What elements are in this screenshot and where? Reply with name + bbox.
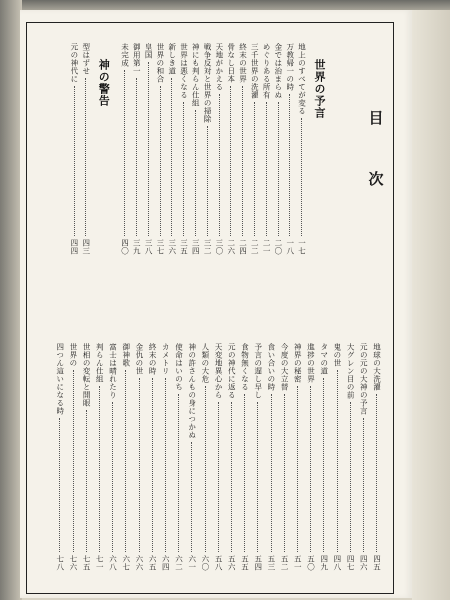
leader-dots bbox=[257, 402, 258, 552]
leader-dots bbox=[171, 78, 172, 236]
entry-title: 地球の大洗濯 bbox=[372, 343, 382, 391]
entry-page-number: 一八 bbox=[285, 239, 295, 255]
toc-entry[interactable] bbox=[83, 343, 91, 571]
entry-page-number: 三〇 bbox=[214, 239, 224, 255]
toc-entry[interactable] bbox=[175, 343, 183, 571]
toc-entry[interactable] bbox=[251, 43, 259, 255]
leader-dots bbox=[195, 110, 196, 236]
toc-entry[interactable] bbox=[204, 43, 212, 255]
entry-page-number: 六七 bbox=[121, 555, 131, 571]
entry-page-number: 六六 bbox=[134, 555, 144, 571]
entry-title: 金仇の世 bbox=[134, 343, 144, 375]
entry-page-number: 一七 bbox=[297, 239, 307, 255]
entry-title: 食物無くなる bbox=[240, 343, 250, 391]
entry-title: 世界の和合 bbox=[155, 43, 165, 83]
toc-entry[interactable] bbox=[239, 43, 247, 255]
leader-dots bbox=[85, 78, 86, 236]
leader-dots bbox=[244, 394, 245, 552]
entry-title: 世界は悪くなる bbox=[179, 43, 189, 99]
entry-page-number: 六二 bbox=[174, 555, 184, 571]
entry-title: 金では治まらぬ bbox=[273, 43, 283, 99]
entry-title: 御用第一 bbox=[132, 43, 142, 75]
leader-dots bbox=[207, 126, 208, 236]
toc-entry[interactable] bbox=[121, 43, 129, 255]
toc-entry[interactable] bbox=[180, 43, 188, 255]
entry-page-number: 七六 bbox=[68, 555, 78, 571]
toc-entry[interactable] bbox=[162, 343, 170, 571]
leader-dots bbox=[205, 386, 206, 552]
entry-title: 骨なし日本 bbox=[226, 43, 236, 83]
page-edge bbox=[412, 10, 450, 600]
entry-page-number: 四四 bbox=[69, 239, 79, 255]
entry-page-number: 六〇 bbox=[200, 555, 210, 571]
toc-entry[interactable] bbox=[215, 43, 223, 255]
toc-entry[interactable] bbox=[70, 43, 78, 255]
entry-title: 三千世界の洗濯 bbox=[250, 43, 260, 99]
entry-title: 未完成 bbox=[120, 43, 130, 67]
toc-entry[interactable] bbox=[133, 43, 141, 255]
toc-entry[interactable] bbox=[307, 343, 315, 571]
entry-page-number: 七八 bbox=[55, 555, 65, 571]
entry-page-number: 三五 bbox=[179, 239, 189, 255]
leader-dots bbox=[284, 394, 285, 552]
entry-page-number: 二六 bbox=[226, 239, 236, 255]
entry-page-number: 五八 bbox=[214, 555, 224, 571]
section-header: 世界の予言 bbox=[313, 59, 326, 119]
entry-page-number: 二四 bbox=[238, 239, 248, 255]
toc-entry[interactable] bbox=[320, 343, 328, 571]
toc-upper-block bbox=[27, 43, 327, 273]
leader-dots bbox=[337, 370, 338, 552]
leader-dots bbox=[218, 402, 219, 552]
entry-page-number: 七一 bbox=[95, 555, 105, 571]
leader-dots bbox=[74, 86, 75, 236]
entry-title: 四つん這いになる時 bbox=[55, 343, 65, 415]
entry-title: 戦争反対と世界の掃除 bbox=[203, 43, 213, 123]
leader-dots bbox=[231, 402, 232, 552]
entry-title: 使命はいのち bbox=[174, 343, 184, 391]
toc-entry[interactable] bbox=[373, 343, 381, 571]
entry-page-number: 四五 bbox=[372, 555, 382, 571]
entry-page-number: 六一 bbox=[187, 555, 197, 571]
toc-entry[interactable] bbox=[122, 343, 130, 571]
entry-page-number: 五五 bbox=[240, 555, 250, 571]
leader-dots bbox=[86, 410, 87, 552]
entry-page-number: 二〇 bbox=[273, 239, 283, 255]
entry-page-number: 三二 bbox=[203, 239, 213, 255]
toc-title bbox=[361, 107, 391, 189]
section-header-column bbox=[311, 59, 327, 179]
entry-title: 鬼の世 bbox=[332, 343, 342, 367]
leader-dots bbox=[323, 378, 324, 552]
leader-dots bbox=[139, 378, 140, 552]
leader-dots bbox=[271, 394, 272, 552]
leader-dots bbox=[278, 102, 279, 236]
toc-frame bbox=[26, 22, 394, 594]
leader-dots bbox=[136, 78, 137, 236]
entry-page-number: 二二 bbox=[250, 239, 260, 255]
section-header: 神の警告 bbox=[97, 59, 111, 107]
entry-page-number: 五三 bbox=[266, 555, 276, 571]
toc-entry[interactable] bbox=[145, 43, 153, 255]
toc-entry[interactable] bbox=[149, 343, 157, 571]
leader-dots bbox=[191, 442, 192, 552]
toc-entry[interactable] bbox=[109, 343, 117, 571]
entry-title: 世界の bbox=[68, 343, 78, 367]
leader-dots bbox=[254, 102, 255, 236]
toc-entry[interactable] bbox=[96, 343, 104, 571]
entry-title: 型はずせ bbox=[81, 43, 91, 75]
toc-entry[interactable] bbox=[228, 343, 236, 571]
entry-title: 世相の変転と開眼 bbox=[82, 343, 92, 407]
entry-title: 終末の世界 bbox=[238, 43, 248, 83]
entry-page-number: 四九 bbox=[319, 555, 329, 571]
toc-entry[interactable] bbox=[347, 343, 355, 571]
leader-dots bbox=[152, 378, 153, 552]
entry-title: カメトリ bbox=[161, 343, 171, 375]
toc-entry[interactable] bbox=[69, 343, 77, 571]
leader-dots bbox=[125, 370, 126, 552]
leader-dots bbox=[301, 118, 302, 236]
entry-title: 新しき道 bbox=[167, 43, 177, 75]
leader-dots bbox=[178, 394, 179, 552]
leader-dots bbox=[183, 102, 184, 236]
toc-entry[interactable] bbox=[281, 343, 289, 571]
toc-entry[interactable] bbox=[241, 343, 249, 571]
entry-title: 地上のすべてが変る bbox=[297, 43, 307, 115]
leader-dots bbox=[160, 86, 161, 236]
toc-entry[interactable] bbox=[192, 43, 200, 255]
entry-page-number: 三四 bbox=[191, 239, 201, 255]
toc-entry[interactable] bbox=[156, 43, 164, 255]
leader-dots bbox=[73, 370, 74, 552]
toc-entry[interactable] bbox=[254, 343, 262, 571]
entry-title: 神界の秘密 bbox=[293, 343, 303, 383]
entry-title: 元の神代に bbox=[69, 43, 79, 83]
entry-title: タマの道 bbox=[319, 343, 329, 375]
entry-title: めぐりある所有 bbox=[262, 43, 272, 99]
entry-page-number: 五六 bbox=[227, 555, 237, 571]
entry-title: 天地がかえる bbox=[214, 43, 224, 91]
entry-page-number: 六八 bbox=[108, 555, 118, 571]
entry-page-number: 二一 bbox=[262, 239, 272, 255]
entry-title: 万教帰一の時 bbox=[285, 43, 295, 91]
entry-title: 終末の時 bbox=[148, 343, 158, 375]
leader-dots bbox=[376, 394, 377, 552]
entry-title: 人類の大危 bbox=[200, 343, 210, 383]
entry-page-number: 五一 bbox=[293, 555, 303, 571]
entry-page-number: 五四 bbox=[253, 555, 263, 571]
leader-dots bbox=[266, 102, 267, 236]
toc-entry[interactable] bbox=[294, 343, 302, 571]
entry-title: 食い合いの時 bbox=[266, 343, 276, 391]
leader-dots bbox=[99, 386, 100, 552]
entry-page-number: 五〇 bbox=[306, 555, 316, 571]
entry-title: 富士は晴れたり bbox=[108, 343, 118, 399]
toc-lower-block bbox=[27, 343, 393, 583]
entry-title: 天変地異心から bbox=[214, 343, 224, 399]
toc-entry[interactable] bbox=[298, 43, 306, 255]
entry-title: 大グレン目の前 bbox=[346, 343, 356, 399]
toc-entry[interactable] bbox=[135, 343, 143, 571]
entry-title: 御神歌 bbox=[121, 343, 131, 367]
entry-title: 神の許さんもの身につかぬ bbox=[187, 343, 197, 439]
entry-title: 元の元の大神の予言 bbox=[359, 343, 369, 415]
photo-background-left bbox=[0, 0, 22, 600]
entry-page-number: 四六 bbox=[359, 555, 369, 571]
leader-dots bbox=[310, 386, 311, 552]
entry-title: 皇国 bbox=[144, 43, 154, 59]
leader-dots bbox=[230, 86, 231, 236]
toc-title-char: 次 bbox=[368, 170, 384, 188]
leader-dots bbox=[165, 378, 166, 552]
leader-dots bbox=[289, 94, 290, 236]
toc-entry[interactable] bbox=[286, 43, 294, 255]
entry-page-number: 三八 bbox=[144, 239, 154, 255]
toc-entry[interactable] bbox=[56, 343, 64, 571]
toc-entry[interactable] bbox=[267, 343, 275, 571]
entry-page-number: 三六 bbox=[167, 239, 177, 255]
leader-dots bbox=[297, 386, 298, 552]
entry-page-number: 七五 bbox=[82, 555, 92, 571]
leader-dots bbox=[124, 70, 125, 236]
leader-dots bbox=[350, 402, 351, 552]
leader-dots bbox=[148, 62, 149, 236]
leader-dots bbox=[112, 402, 113, 552]
entry-page-number: 四三 bbox=[81, 239, 91, 255]
toc-entry[interactable] bbox=[227, 43, 235, 255]
toc-entry[interactable] bbox=[201, 343, 209, 571]
entry-title: 今度の大立替 bbox=[280, 343, 290, 391]
leader-dots bbox=[242, 86, 243, 236]
entry-title: 元の神代に返る bbox=[227, 343, 237, 399]
entry-page-number: 六四 bbox=[161, 555, 171, 571]
leader-dots bbox=[363, 418, 364, 552]
toc-entry[interactable] bbox=[274, 43, 282, 255]
toc-entry[interactable] bbox=[215, 343, 223, 571]
toc-entry[interactable] bbox=[360, 343, 368, 571]
toc-entry[interactable] bbox=[333, 343, 341, 571]
entry-page-number: 四八 bbox=[332, 555, 342, 571]
toc-entry[interactable] bbox=[168, 43, 176, 255]
entry-page-number: 五二 bbox=[280, 555, 290, 571]
entry-title: 神にも判らん仕組 bbox=[191, 43, 201, 107]
toc-title-char: 目 bbox=[368, 109, 384, 127]
entry-page-number: 三七 bbox=[155, 239, 165, 255]
leader-dots bbox=[219, 94, 220, 236]
section-header-column bbox=[95, 59, 111, 179]
entry-title: 予言の遅し早し bbox=[253, 343, 263, 399]
entry-page-number: 六五 bbox=[148, 555, 158, 571]
entry-page-number: 四〇 bbox=[120, 239, 130, 255]
entry-title: 進捗の世界 bbox=[306, 343, 316, 383]
entry-title: 判らん仕組 bbox=[95, 343, 105, 383]
entry-page-number: 四七 bbox=[346, 555, 356, 571]
toc-entry[interactable] bbox=[188, 343, 196, 571]
toc-entry[interactable] bbox=[82, 43, 90, 255]
toc-entry[interactable] bbox=[263, 43, 271, 255]
leader-dots bbox=[59, 418, 60, 552]
entry-page-number: 三九 bbox=[132, 239, 142, 255]
